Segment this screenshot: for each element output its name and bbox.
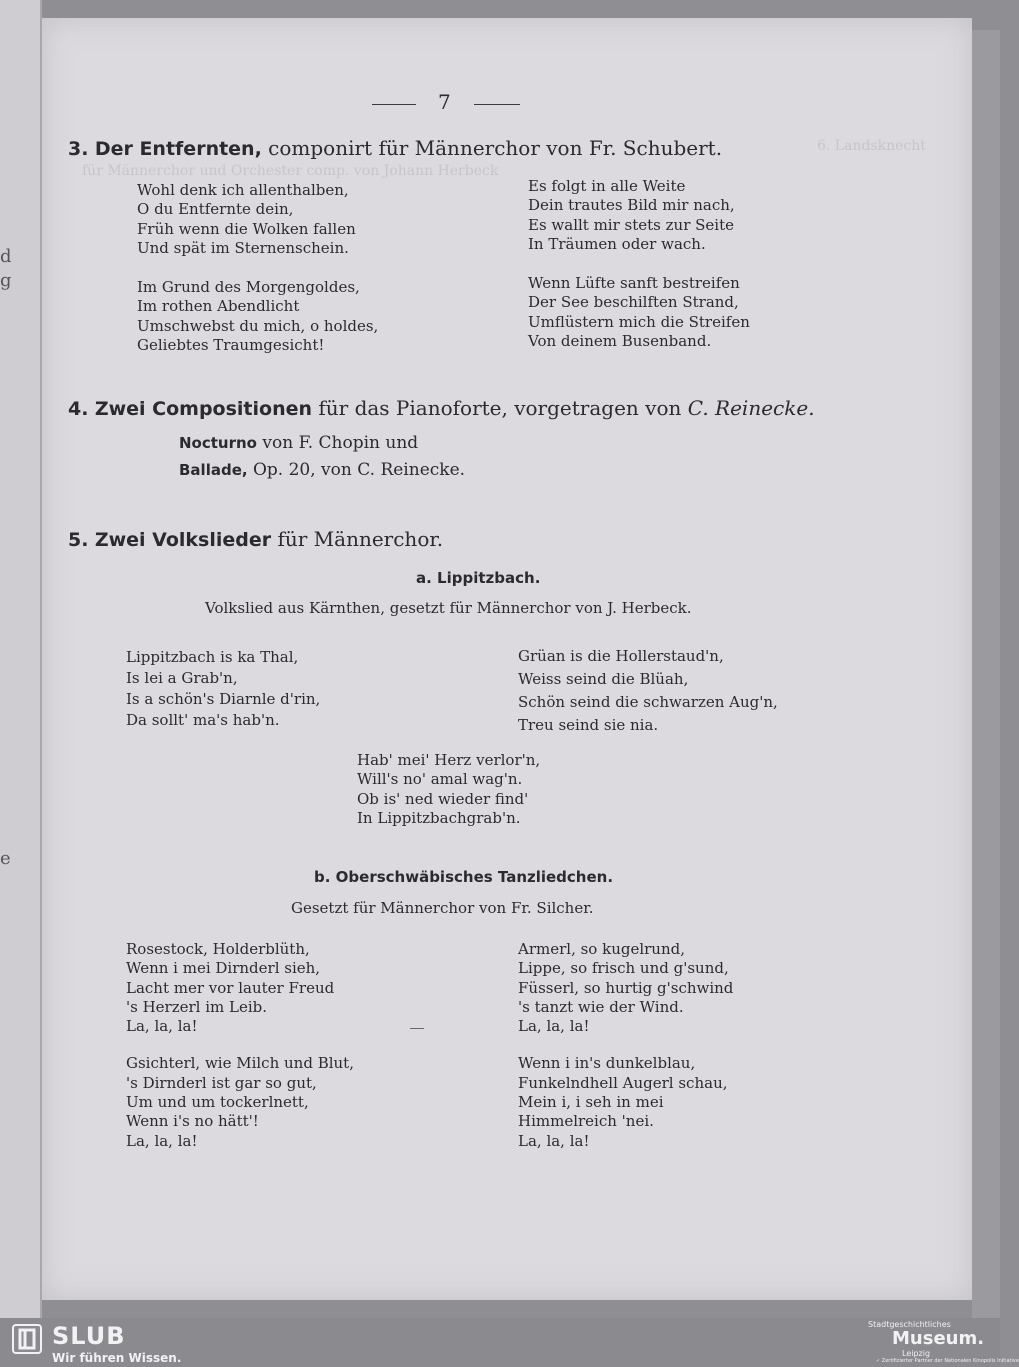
verse-line: Lippitzbach is ka Thal, xyxy=(126,648,299,666)
slub-tagline: Wir führen Wissen. xyxy=(52,1351,182,1365)
scan-background xyxy=(972,30,1000,1318)
verse-line: Um und um tockerlnett, xyxy=(126,1093,309,1112)
section-subtitle: für Männerchor. xyxy=(277,527,444,551)
verse-line: La, la, la! xyxy=(126,1017,198,1036)
section-subtitle: für das Pianoforte, vorgetragen von xyxy=(318,396,682,420)
verse-line: Is a schön's Diarnle d'rin, xyxy=(126,690,321,708)
verse-line: Im rothen Abendlicht xyxy=(137,297,300,316)
verse-line: Wenn i's no hätt'! xyxy=(126,1112,259,1131)
song-b-title: b. Oberschwäbisches Tanzliedchen. xyxy=(314,868,614,886)
composition-detail: von F. Chopin und xyxy=(262,433,419,453)
museum-fineprint: ✓ Zertifizierter Partner der Nationalen Kinopolis Initiative xyxy=(876,1358,1019,1364)
verse-line: Hab' mei' Herz verlor'n, xyxy=(357,751,541,769)
verse-line: Es folgt in alle Weite xyxy=(528,177,686,195)
verse-line: In Lippitzbachgrab'n. xyxy=(357,808,521,827)
verse-line: Wenn i mei Dirnderl sieh, xyxy=(126,959,321,978)
verse-line: Ob is' ned wieder find' xyxy=(357,789,529,808)
song-b-credit: Gesetzt für Männerchor von Fr. Silcher. xyxy=(291,899,594,917)
page-number-dash-left xyxy=(372,104,416,105)
verse-line: Und spät im Sternenschein. xyxy=(137,238,349,257)
verse-line: 's tanzt wie der Wind. xyxy=(518,997,684,1016)
section-5-heading xyxy=(68,527,443,551)
composition-item xyxy=(179,433,418,453)
verse-line: Umschwebst du mich, o holdes, xyxy=(137,316,379,335)
verse-line: Treu seind sie nia. xyxy=(518,716,659,734)
verse-line: Es wallt mir stets zur Seite xyxy=(528,215,735,234)
slub-brand: SLUB xyxy=(52,1322,126,1350)
museum-city: Leipzig xyxy=(902,1349,931,1358)
verse-line: Wohl denk ich allenthalben, xyxy=(137,181,349,199)
section-title: Zwei Compositionen xyxy=(94,398,313,420)
verse-line: La, la, la! xyxy=(518,1131,590,1150)
song-b-column-left xyxy=(126,940,354,1151)
verse-line: Mein i, i seh in mei xyxy=(518,1093,664,1112)
verse-line: La, la, la! xyxy=(518,1017,590,1036)
section-title: Zwei Volkslieder xyxy=(94,529,272,551)
verse-line: Von deinem Busenband. xyxy=(528,332,712,351)
verse-line: Lippe, so frisch und g'sund, xyxy=(518,959,729,978)
verse-line: Da sollt' ma's hab'n. xyxy=(126,711,280,729)
verse-line: In Träumen oder wach. xyxy=(528,234,706,253)
verse-line: Himmelreich 'nei. xyxy=(518,1112,654,1131)
performer: C. Reinecke. xyxy=(687,396,815,420)
page-number-dash-right xyxy=(474,104,520,105)
verse-line: Weiss seind die Blüah, xyxy=(518,670,689,688)
verse-line: La, la, la! xyxy=(126,1131,198,1150)
section-3-heading xyxy=(68,136,722,160)
document-page xyxy=(42,18,972,1300)
verse-line: Dein trautes Bild mir nach, xyxy=(528,196,735,215)
verse-line: Armerl, so kugelrund, xyxy=(518,940,685,958)
song-a-credit: Volkslied aus Kärnthen, gesetzt für Männerchor von J. Herbeck. xyxy=(205,599,692,617)
verse-line: Geliebtes Traumgesicht! xyxy=(137,336,325,355)
composition-item xyxy=(179,460,465,480)
verse-line: Lacht mer vor lauter Freud xyxy=(126,978,335,997)
bleed-letter: e xyxy=(0,848,11,869)
section-4-heading xyxy=(68,396,815,420)
page-mark xyxy=(410,1028,424,1029)
verse-line: O du Entfernte dein, xyxy=(137,200,294,219)
song-a-column-left xyxy=(126,647,320,731)
museum-label: Stadtgeschichtliches xyxy=(868,1320,951,1329)
verse-line: Der See beschilften Strand, xyxy=(528,293,739,312)
composition-detail: Op. 20, von C. Reinecke. xyxy=(252,460,466,480)
song-a-refrain xyxy=(357,751,540,828)
facing-page-edge xyxy=(0,0,42,1318)
bleed-letter: d xyxy=(0,246,12,267)
verse-line: 's Dirnderl ist gar so gut, xyxy=(126,1073,317,1092)
bleed-letter: g xyxy=(0,270,12,291)
poem-column-right xyxy=(528,177,750,351)
section-title: Der Entfernten, xyxy=(94,138,262,160)
section-number: 5. xyxy=(68,529,89,551)
verse-line: 's Herzerl im Leib. xyxy=(126,997,268,1016)
song-b-column-right xyxy=(518,940,733,1151)
verse-line: Funkelndhell Augerl schau, xyxy=(518,1073,728,1092)
verse-line: Schön seind die schwarzen Aug'n, xyxy=(518,693,778,711)
verse-line: Umflüstern mich die Streifen xyxy=(528,312,750,331)
composition-name: Ballade, xyxy=(179,461,248,479)
verse-line: Füsserl, so hurtig g'schwind xyxy=(518,978,734,997)
section-number: 3. xyxy=(68,138,89,160)
verse-line: Wenn Lüfte sanft bestreifen xyxy=(528,274,740,293)
song-a-column-right xyxy=(518,645,778,737)
bleed-through-text: 6. Landsknecht xyxy=(817,138,926,154)
bleed-through-text: für Männerchor und Orchester comp. von Johann Herbeck xyxy=(82,163,499,179)
slub-logo-icon xyxy=(12,1324,42,1354)
verse-line: Gsichterl, wie Milch und Blut, xyxy=(126,1054,354,1073)
page-number: 7 xyxy=(438,90,451,114)
footer-bar xyxy=(0,1318,1019,1367)
song-a-title: a. Lippitzbach. xyxy=(416,569,541,587)
verse-line: Im Grund des Morgengoldes, xyxy=(137,278,360,297)
verse-line: Rosestock, Holderblüth, xyxy=(126,940,310,958)
poem-column-left xyxy=(137,181,378,355)
verse-line: Will's no' amal wag'n. xyxy=(357,770,523,789)
verse-line: Grüan is die Hollerstaud'n, xyxy=(518,647,724,665)
verse-line: Wenn i in's dunkelblau, xyxy=(518,1054,696,1073)
verse-line: Is lei a Grab'n, xyxy=(126,669,238,687)
museum-brand: Museum. xyxy=(892,1328,985,1349)
section-number: 4. xyxy=(68,398,89,420)
section-subtitle: componirt für Männerchor von Fr. Schubert. xyxy=(268,136,723,160)
verse-line: Früh wenn die Wolken fallen xyxy=(137,219,356,238)
composition-name: Nocturno xyxy=(179,434,257,452)
